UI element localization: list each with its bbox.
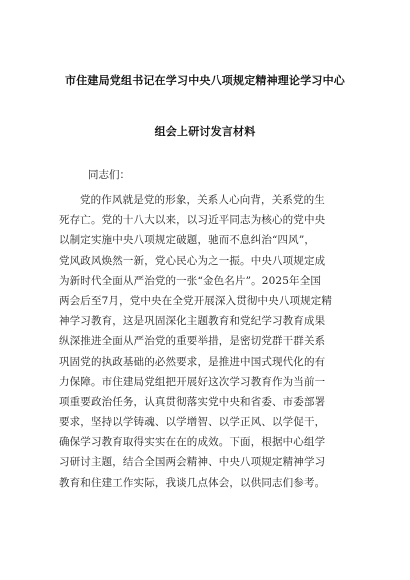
body-line: 教育和住建工作实际，我谈几点体会，以供同志们参考。	[59, 476, 326, 489]
body-line: 两会后至7月，党中央在全党开展深入贯彻中央八项规定精	[59, 294, 333, 307]
body-line: 要求，坚持以学铸魂、以学增智、以学正风、以学促干，	[59, 416, 326, 429]
body-line: 确保学习教育取得实实在在的成效。下面，根据中心组学	[59, 436, 326, 449]
body-line: 纵深推进全面从严治党的重要举措，是密切党群干群关系	[59, 335, 326, 348]
body-line: 习研讨主题，结合全国两会精神、中央八项规定精神学习	[59, 456, 326, 469]
body-line: 力保障。市住建局党组把开展好这次学习教育作为当前一	[59, 375, 326, 388]
body-line: 以制定实施中央八项规定破题，驰而不息纠治“四风”，	[59, 234, 315, 247]
body-line: 神学习教育，这是巩固深化主题教育和党纪学习教育成果	[59, 315, 326, 328]
document-title-line-2: 组会上研讨发言材料	[154, 125, 256, 138]
document-title-line-1: 市住建局党组书记在学习中央八项规定精神理论学习中心	[65, 74, 345, 87]
body-line: 死存亡。党的十八大以来，以习近平同志为核心的党中央	[59, 214, 326, 227]
body-line: 党的作风就是党的形象，关系人心向背，关系党的生	[80, 194, 325, 206]
body-line: 为新时代全面从严治党的一张“金色名片”。2025年全国	[59, 274, 322, 287]
body-line: 党风政风焕然一新，党心民心为之一振。中央八项规定成	[59, 254, 326, 267]
body-paragraph	[59, 190, 359, 493]
greeting: 同志们：	[88, 169, 130, 181]
body-line: 巩固党的执政基础的必然要求，是推进中国式现代化的有	[59, 355, 326, 368]
body-line: 项重要政治任务，认真贯彻落实党中央和省委、市委部署	[59, 395, 326, 408]
